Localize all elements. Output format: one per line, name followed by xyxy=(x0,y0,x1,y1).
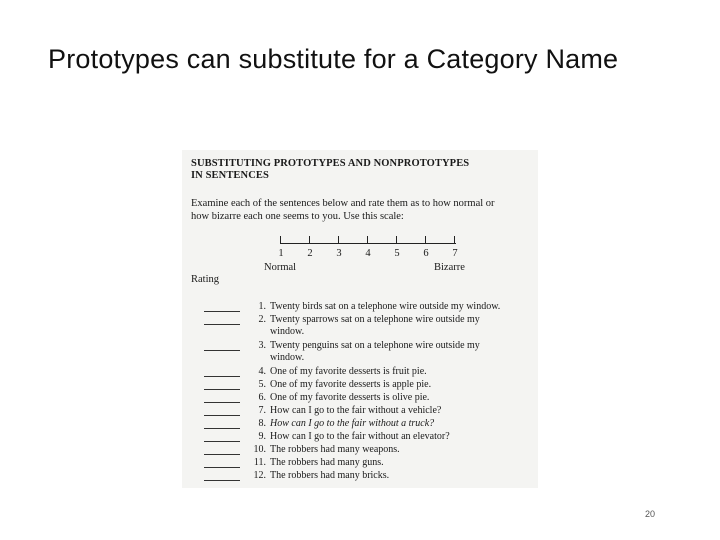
rating-blank[interactable] xyxy=(204,415,240,416)
instructions-line-2: how bizarre each one seems to you. Use this scale: xyxy=(191,211,404,222)
scale-number: 1 xyxy=(278,248,284,259)
item-text-line: Twenty penguins sat on a telephone wire outside my xyxy=(270,340,480,351)
item-text-continuation: window. xyxy=(270,352,305,363)
item-text: Twenty birds sat on a telephone wire outside my window. xyxy=(270,301,501,312)
scale-number: 6 xyxy=(423,248,429,259)
worksheet-heading xyxy=(191,158,469,182)
scale-anchor-normal: Normal xyxy=(264,262,297,273)
rating-blank[interactable] xyxy=(204,311,240,312)
item-number: 6. xyxy=(258,392,266,403)
scale-number: 5 xyxy=(394,248,400,259)
item-number: 8. xyxy=(258,418,266,429)
item-text: The robbers had many weapons. xyxy=(270,444,400,455)
scale-tick xyxy=(425,236,426,243)
item-number: 2. xyxy=(258,314,266,325)
instructions xyxy=(191,197,531,223)
scanned-page xyxy=(182,150,538,488)
scale-number: 3 xyxy=(336,248,342,259)
rating-blank[interactable] xyxy=(204,428,240,429)
item-text: The robbers had many guns. xyxy=(270,457,384,468)
rating-scale-line xyxy=(280,243,456,244)
item-number: 3. xyxy=(258,340,266,351)
instructions-line-1: Examine each of the sentences below and rate them as to how normal or xyxy=(191,198,495,209)
rating-blank[interactable] xyxy=(204,441,240,442)
scale-tick xyxy=(367,236,368,243)
item-text-continuation: window. xyxy=(270,326,305,337)
item-text-line: Twenty sparrows sat on a telephone wire outside my xyxy=(270,314,480,325)
item-text xyxy=(270,314,532,338)
heading-line-1: SUBSTITUTING PROTOTYPES AND NONPROTOTYPES xyxy=(191,158,470,169)
item-number: 11. xyxy=(253,457,266,468)
item-number: 4. xyxy=(258,366,266,377)
item-number: 7. xyxy=(258,405,266,416)
scale-number: 4 xyxy=(365,248,371,259)
page-number: 20 xyxy=(645,509,656,519)
heading-line-2: IN SENTENCES xyxy=(191,170,269,181)
rating-blank[interactable] xyxy=(204,324,240,325)
item-text: One of my favorite desserts is apple pie. xyxy=(270,379,432,390)
scale-tick xyxy=(309,236,310,243)
scale-number: 7 xyxy=(452,248,458,259)
item-text xyxy=(270,340,532,364)
rating-blank[interactable] xyxy=(204,467,240,468)
item-number: 5. xyxy=(258,379,266,390)
scale-tick xyxy=(338,236,339,243)
scale-tick xyxy=(454,236,455,243)
item-text: How can I go to the fair without a truck? xyxy=(270,418,435,429)
item-number: 9. xyxy=(258,431,266,442)
item-text: One of my favorite desserts is olive pie. xyxy=(270,392,430,403)
item-number: 10. xyxy=(253,444,266,455)
rating-blank[interactable] xyxy=(204,454,240,455)
rating-column-label: Rating xyxy=(191,274,219,285)
rating-blank[interactable] xyxy=(204,376,240,377)
scale-number: 2 xyxy=(307,248,313,259)
item-text: How can I go to the fair without an elevator? xyxy=(270,431,450,442)
item-number: 12. xyxy=(253,470,266,481)
scale-anchor-bizarre: Bizarre xyxy=(434,262,465,273)
rating-blank[interactable] xyxy=(204,350,240,351)
scale-tick xyxy=(280,236,281,243)
item-text: One of my favorite desserts is fruit pie. xyxy=(270,366,427,377)
scale-tick xyxy=(396,236,397,243)
item-text: The robbers had many bricks. xyxy=(270,470,390,481)
item-number: 1. xyxy=(258,301,266,312)
item-text: How can I go to the fair without a vehicle? xyxy=(270,405,442,416)
rating-blank[interactable] xyxy=(204,402,240,403)
rating-blank[interactable] xyxy=(204,480,240,481)
slide-title: Prototypes can substitute for a Category Name xyxy=(48,44,619,74)
rating-blank[interactable] xyxy=(204,389,240,390)
